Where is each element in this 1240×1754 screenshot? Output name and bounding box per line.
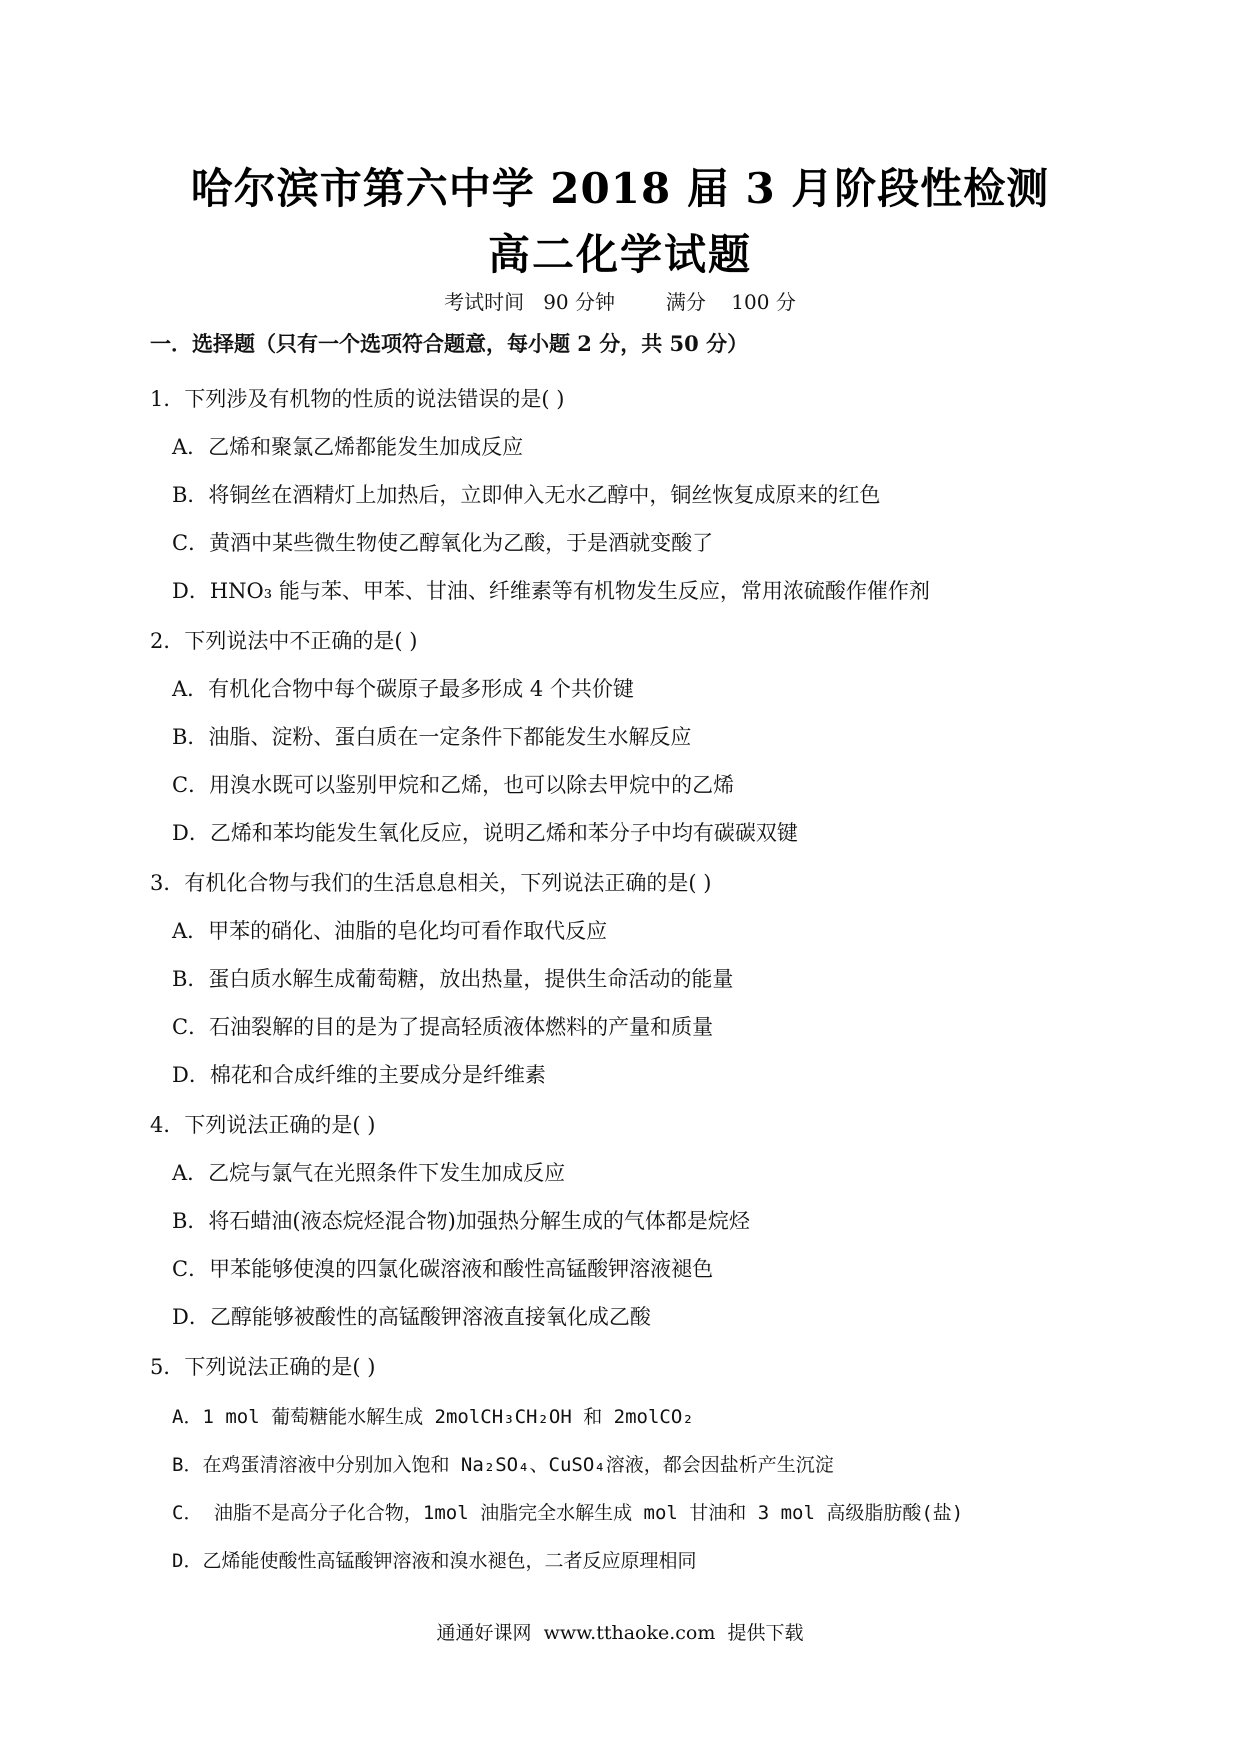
question-5-option-a: A．1 mol 葡萄糖能水解生成 2molCH₃CH₂OH 和 2molCO₂ <box>172 1406 694 1428</box>
question-4-option-c: C．甲苯能够使溴的四氯化碳溶液和酸性高锰酸钾溶液褪色 <box>172 1257 714 1281</box>
exam-title: 哈尔滨市第六中学 2018 届 3 月阶段性检测 <box>190 164 1050 213</box>
question-1-option-c: C．黄酒中某些微生物使乙醇氧化为乙酸，于是酒就变酸了 <box>172 531 714 555</box>
question-3-stem: 3．有机化合物与我们的生活息息相关，下列说法正确的是( ) <box>150 871 712 895</box>
question-3-option-c: C．石油裂解的目的是为了提高轻质液体燃料的产量和质量 <box>172 1015 714 1039</box>
question-2-option-c: C．用溴水既可以鉴别甲烷和乙烯，也可以除去甲烷中的乙烯 <box>172 773 735 797</box>
question-3-option-b: B．蛋白质水解生成葡萄糖，放出热量，提供生命活动的能量 <box>172 967 734 991</box>
question-5-option-c: C． 油脂不是高分子化合物，1mol 油脂完全水解生成 mol 甘油和 3 mol 高级脂肪酸(盐) <box>172 1502 964 1524</box>
question-5-option-b: B．在鸡蛋清溶液中分别加入饱和 Na₂SO₄、CuSO₄溶液，都会因盐析产生沉淀 <box>172 1454 834 1476</box>
footer-source: 通通好课网 www.tthaoke.com 提供下载 <box>436 1622 804 1644</box>
exam-subtitle: 高二化学试题 <box>487 230 752 279</box>
question-3-option-d: D．棉花和合成纤维的主要成分是纤维素 <box>172 1063 546 1087</box>
section-heading: 一．选择题（只有一个选项符合题意，每小题 2 分，共 50 分） <box>150 331 749 356</box>
question-1-stem: 1．下列涉及有机物的性质的说法错误的是( ) <box>150 387 565 411</box>
question-5-stem: 5．下列说法正确的是( ) <box>150 1355 376 1379</box>
question-2-option-d: D．乙烯和苯均能发生氧化反应，说明乙烯和苯分子中均有碳碳双键 <box>172 821 798 845</box>
question-4-stem: 4．下列说法正确的是( ) <box>150 1113 376 1137</box>
question-5-option-d: D．乙烯能使酸性高锰酸钾溶液和溴水褪色，二者反应原理相同 <box>172 1550 697 1572</box>
question-2-option-a: A．有机化合物中每个碳原子最多形成 4 个共价键 <box>172 677 634 701</box>
question-4-option-d: D．乙醇能够被酸性的高锰酸钾溶液直接氧化成乙酸 <box>172 1305 651 1329</box>
question-4-option-a: A．乙烷与氯气在光照条件下发生加成反应 <box>172 1161 566 1185</box>
question-2-stem: 2．下列说法中不正确的是( ) <box>150 629 418 653</box>
question-2-option-b: B．油脂、淀粉、蛋白质在一定条件下都能发生水解反应 <box>172 725 692 749</box>
question-1-option-a: A．乙烯和聚氯乙烯都能发生加成反应 <box>172 435 524 459</box>
exam-info: 考试时间 90 分钟 满分 100 分 <box>444 290 796 314</box>
question-1-option-d: D．HNO₃ 能与苯、甲苯、甘油、纤维素等有机物发生反应，常用浓硫酸作催作剂 <box>172 579 930 603</box>
question-3-option-a: A．甲苯的硝化、油脂的皂化均可看作取代反应 <box>172 919 608 943</box>
question-1-option-b: B．将铜丝在酒精灯上加热后，立即伸入无水乙醇中，铜丝恢复成原来的红色 <box>172 483 881 507</box>
question-4-option-b: B．将石蜡油(液态烷烃混合物)加强热分解生成的气体都是烷烃 <box>172 1209 750 1233</box>
